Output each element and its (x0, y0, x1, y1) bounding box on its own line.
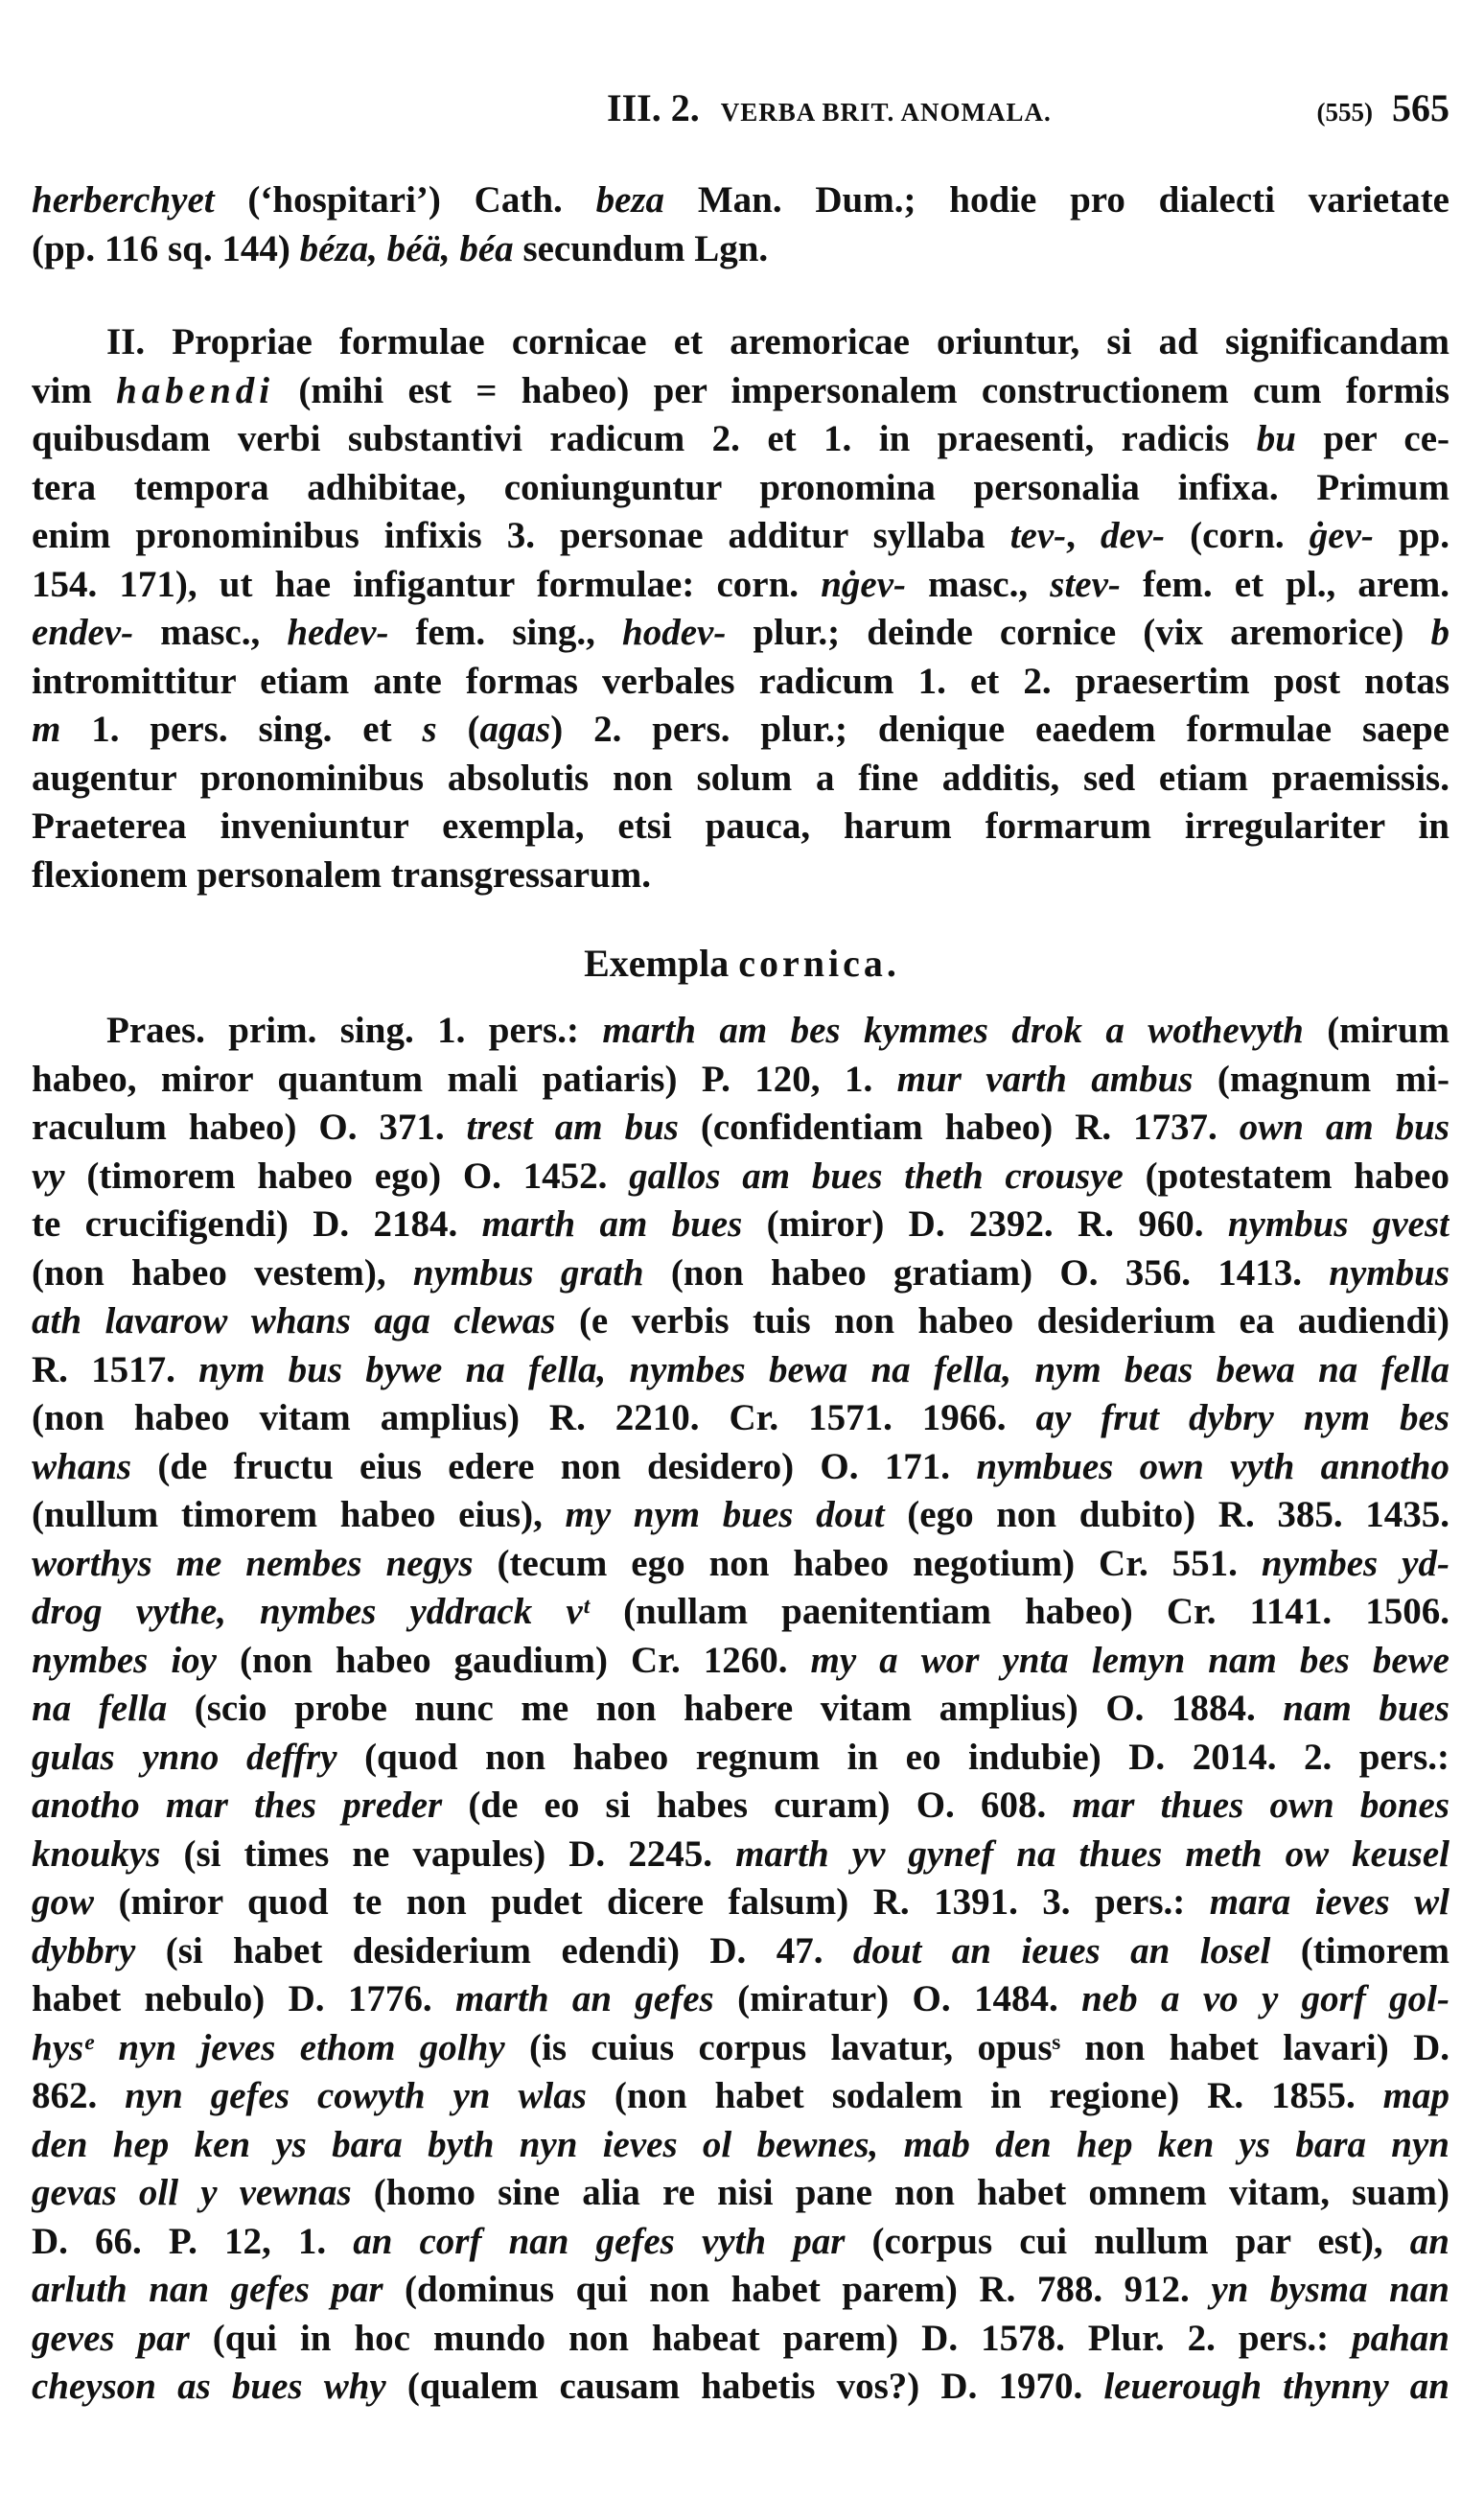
text-run: (pp. 116 sq. 144) (32, 227, 300, 269)
text-run: per ce- (1295, 418, 1449, 459)
text-run: flexionem personalem transgressarum. (32, 853, 651, 896)
italic-citation: marth yv gynef na thues meth ow keusel (735, 1832, 1449, 1875)
text-run: (de eo si habes curam) O. 608. (442, 1785, 1073, 1826)
italic-citation: gulas ynno deffry (32, 1736, 337, 1778)
text-line (32, 2121, 1449, 2170)
text-line (32, 176, 1449, 225)
italic-citation: nymbus grath (412, 1251, 644, 1294)
italic-citation: my nym bues dout (565, 1494, 885, 1535)
italic-citation: hysᵉ nyn jeves ethom golhy (32, 2026, 505, 2068)
text-line (32, 1201, 1449, 1249)
italic-citation: an corf nan gefes vyth par (353, 2220, 846, 2262)
text-run: 154. 171), ut hae infigantur formulae: corn. (32, 563, 822, 605)
text-run: (non habeo vestem), (32, 1251, 413, 1294)
italic-citation: beza (595, 179, 665, 221)
text-run: (miror quod te non pudet dicere falsum) R. 1391. 3. pers.: (94, 1881, 1210, 1923)
italic-citation: gallos am bues theth crousye (629, 1155, 1124, 1197)
text-line (32, 1153, 1449, 1202)
text-run: 862. (32, 2075, 126, 2116)
text-run: quibusdam verbi substantivi radicum 2. et 1. in praesenti, radicis (32, 418, 1257, 459)
text-run: (non habet sodalem in regione) R. 1855. (586, 2075, 1383, 2116)
text-line (32, 2315, 1449, 2364)
italic-citation: nam bues (1283, 1688, 1449, 1729)
text-line (32, 1540, 1449, 1589)
text-run: (confidentiam habeo) R. 1737. (678, 1107, 1240, 1148)
section-number: III. 2. (607, 86, 700, 129)
text-line (32, 1346, 1449, 1395)
text-line (32, 706, 1449, 755)
text-line (32, 2169, 1449, 2218)
text-run: (dominus qui non habet parem) R. 788. 912. (383, 2269, 1212, 2310)
text-run: (si habet desiderium edendi) D. 47. (135, 1929, 853, 1972)
text-run: (corn. (1165, 515, 1310, 556)
italic-citation: ay frut dybry nym bes (1035, 1397, 1449, 1438)
text-run: Praes. prim. sing. 1. pers.: (106, 1010, 603, 1051)
text-run: (qualem causam habetis vos?) D. 1970. (385, 2366, 1104, 2407)
heading-word: Exempla (584, 942, 730, 985)
italic-citation: mar thues own bones (1072, 1785, 1449, 1826)
text-run: (homo sine alia re nisi pane non habet omnem vitam, suam) (351, 2172, 1449, 2213)
page-number: 565 (1392, 86, 1449, 129)
italic-citation: nġev- (821, 563, 906, 605)
text-line (32, 1685, 1449, 1734)
italic-citation: anotho mar thes preder (32, 1785, 443, 1826)
text-run: R. 1517. (32, 1348, 199, 1390)
italic-citation: nymbes ioy (32, 1639, 217, 1681)
text-run: (‘hospitari’) Cath. (214, 179, 596, 221)
text-run: (potestatem habeo (1123, 1155, 1449, 1197)
italic-citation: habendi (116, 369, 275, 411)
italic-citation: dybbry (32, 1929, 136, 1972)
text-line (32, 318, 1449, 367)
italic-citation: agas (479, 709, 551, 750)
text-line (32, 1588, 1449, 1637)
text-run: (scio probe nunc me non habere vitam amplius) O. 1884. (167, 1688, 1284, 1729)
text-run: (nullam paenitentiam habeo) Cr. 1141. 1506. (589, 1591, 1449, 1632)
page-numbers (1317, 84, 1449, 136)
text-line (32, 367, 1449, 416)
text-line (32, 512, 1449, 561)
italic-citation: whans (32, 1445, 132, 1487)
text-line (32, 1297, 1449, 1346)
heading-word-spaced: cornica. (738, 942, 900, 985)
text-run: II. Propriae formulae cornicae et aremoricae oriuntur, si ad significandam (106, 321, 1449, 362)
text-run: , (1066, 515, 1101, 556)
italic-citation: marth am bes kymmes drok a wothevyth (602, 1010, 1304, 1051)
text-line (32, 1831, 1449, 1879)
text-line (32, 2218, 1449, 2267)
italic-citation: hedev- (287, 612, 389, 653)
italic-citation: mur varth ambus (896, 1058, 1194, 1100)
italic-citation: yn bysma nan (1211, 2269, 1449, 2310)
text-line (32, 2363, 1449, 2412)
text-line (32, 1443, 1449, 1492)
italic-citation: m (32, 709, 61, 750)
text-line (32, 1879, 1449, 1927)
italic-citation: ath lavarow whans aga clewas (32, 1300, 556, 1342)
text-run: masc., (906, 563, 1051, 605)
italic-citation: nymbus (1329, 1251, 1449, 1294)
italic-citation: pahan (1352, 2317, 1449, 2359)
original-page-number: (555) (1316, 98, 1373, 127)
text-run: intromittitur etiam ante formas verbales radicum 1. et 2. praesertim post notas (32, 660, 1449, 702)
italic-citation: arluth nan gefes par (32, 2269, 383, 2310)
text-run: raculum habeo) O. 371. (32, 1107, 467, 1148)
text-line (32, 1782, 1449, 1831)
running-header (32, 84, 1449, 132)
text-run: Praeterea inveniuntur exempla, etsi pauca, harum formarum irregulariter in (32, 805, 1449, 847)
text-run: (quod non habeo regnum in eo indubie) D. 2014. 2. pers.: (336, 1736, 1449, 1778)
italic-citation: s (422, 709, 437, 750)
italic-citation: geves par (32, 2317, 190, 2359)
section-heading-exempla (0, 940, 1484, 988)
text-run: (si times ne vapules) D. 2245. (160, 1832, 736, 1875)
italic-citation: béza, béä, béa (299, 227, 514, 269)
text-run: (non habeo gratiam) O. 356. 1413. (643, 1251, 1330, 1294)
text-line (32, 755, 1449, 804)
italic-citation: na fella (32, 1688, 168, 1729)
italic-citation: nyn gefes cowyth yn wlas (125, 2075, 587, 2116)
text-run: (is cuius corpus lavatur, opusˢ non habet lavari) D. (504, 2026, 1449, 2068)
text-run: Man. Dum.; hodie pro dialecti varietate (664, 179, 1449, 221)
text-run: (mihi est = habeo) per impersonalem constructionem cum formis (274, 369, 1449, 411)
text-run: (qui in hoc mundo non habeat parem) D. 1578. Plur. 2. pers.: (189, 2317, 1353, 2359)
text-line (32, 2072, 1449, 2121)
italic-citation: neb a vo y gorf gol- (1081, 1978, 1449, 2019)
text-line (32, 1249, 1449, 1298)
italic-citation: trest am bus (466, 1107, 679, 1148)
text-run: (nullum timorem habeo eius), (32, 1494, 566, 1535)
italic-citation: map (1382, 2075, 1449, 2116)
text-run: (e verbis tuis non habeo desiderium ea audiendi) (555, 1300, 1449, 1342)
text-line (32, 1104, 1449, 1153)
italic-citation: nym bus bywe na fella, nymbes bewa na fella, nym beas bewa na fella (198, 1348, 1449, 1390)
text-run: pp. (1373, 515, 1449, 556)
italic-citation: vy (32, 1155, 65, 1197)
italic-citation: an (1409, 2220, 1449, 2262)
italic-citation: bu (1256, 418, 1296, 459)
paragraph-section-ii (32, 318, 1449, 899)
italic-citation: nymbues own vyth annotho (976, 1445, 1449, 1487)
text-run: secundum Lgn. (513, 227, 769, 269)
text-run: (non habeo gaudium) Cr. 1260. (217, 1639, 811, 1681)
text-line (32, 1056, 1449, 1105)
text-run: (mirum (1303, 1010, 1449, 1051)
italic-citation: leuerough thynny an (1103, 2366, 1449, 2407)
text-line (32, 225, 1449, 274)
text-run: plur.; deinde cornice (vix aremorice) (726, 612, 1431, 653)
text-run: ( (436, 709, 480, 750)
italic-citation: worthys me nembes negys (32, 1542, 474, 1584)
italic-citation: dout an ieues an losel (852, 1929, 1271, 1972)
text-run: 1. pers. sing. et (60, 709, 423, 750)
italic-citation: ġev- (1309, 515, 1374, 556)
text-run: fem. sing., (388, 612, 623, 653)
text-run: (miratur) O. 1484. (713, 1978, 1082, 2019)
text-line (32, 561, 1449, 610)
text-run: te crucifigendi) D. 2184. (32, 1203, 482, 1245)
italic-citation: marth am bues (481, 1203, 743, 1245)
text-run: (tecum ego non habeo negotium) Cr. 551. (473, 1542, 1262, 1584)
examples-paragraph (32, 1007, 1449, 2412)
section-title (607, 84, 1052, 136)
text-run: augentur pronominibus absolutis non solum a fine additis, sed etiam praemissis. (32, 757, 1449, 799)
italic-citation: herberchyet (32, 179, 215, 221)
text-run: vim (32, 369, 117, 411)
text-run: (de fructu eius edere non desidero) O. 171. (131, 1445, 977, 1487)
italic-citation: hodev- (622, 612, 727, 653)
italic-citation: stev- (1050, 563, 1121, 605)
text-run: (timorem habeo ego) O. 1452. (64, 1155, 630, 1197)
text-line (32, 1927, 1449, 1976)
italic-citation: my a wor ynta lemyn nam bes bewe (810, 1639, 1449, 1681)
text-run: (magnum mi- (1193, 1058, 1449, 1100)
italic-citation: gow (32, 1881, 95, 1923)
text-line (32, 1007, 1449, 1056)
italic-citation: marth an gefes (454, 1978, 714, 2019)
text-run: habeo, miror quantum mali patiaris) P. 120, 1. (32, 1058, 897, 1100)
italic-citation: knoukys (32, 1832, 161, 1875)
text-run: (ego non dubito) R. 385. 1435. (884, 1494, 1449, 1535)
text-run: masc., (133, 612, 288, 653)
paragraph-continuation (32, 176, 1449, 273)
italic-citation: own am bus (1239, 1107, 1449, 1148)
text-run: habet nebulo) D. 1776. (32, 1978, 455, 2019)
text-run: enim pronominibus infixis 3. personae additur syllaba (32, 515, 1010, 556)
text-run: tera tempora adhibitae, coniunguntur pronomina personalia infixa. Primum (32, 466, 1449, 508)
text-line (32, 609, 1449, 658)
text-run: (timorem (1270, 1929, 1449, 1972)
text-line (32, 1734, 1449, 1783)
text-run: D. 66. P. 12, 1. (32, 2220, 354, 2262)
text-line (32, 415, 1449, 464)
text-line (32, 658, 1449, 707)
text-line (32, 1491, 1449, 1540)
text-line (32, 464, 1449, 513)
text-run: fem. et pl., arem. (1120, 563, 1449, 605)
italic-citation: dev- (1100, 515, 1166, 556)
text-run: ) 2. pers. plur.; denique eaedem formulae saepe (550, 709, 1449, 750)
text-line (32, 1637, 1449, 1686)
text-line (32, 852, 1449, 900)
italic-citation: drog vythe, nymbes yddrack vᵗ (32, 1591, 590, 1632)
text-run: (miror) D. 2392. R. 960. (742, 1203, 1228, 1245)
italic-citation: b (1430, 612, 1449, 653)
italic-citation: nymbus gvest (1227, 1203, 1449, 1245)
text-line (32, 1975, 1449, 2024)
italic-citation: mara ieves wl (1209, 1881, 1449, 1923)
italic-citation: cheyson as bues why (32, 2366, 386, 2407)
section-heading: VERBA BRIT. ANOMALA. (720, 98, 1052, 127)
text-run: (non habeo vitam amplius) R. 2210. Cr. 1571. 1966. (32, 1397, 1036, 1438)
text-line (32, 803, 1449, 852)
italic-citation: gevas oll y vewnas (32, 2172, 352, 2213)
text-line (32, 1394, 1449, 1443)
italic-citation: nymbes yd- (1261, 1542, 1449, 1584)
italic-citation: tev- (1009, 515, 1067, 556)
text-run: (corpus cui nullum par est), (845, 2220, 1410, 2262)
italic-citation: endev- (32, 612, 134, 653)
text-line (32, 2024, 1449, 2073)
italic-citation: den hep ken ys bara byth nyn ieves ol bewnes, mab den hep ken ys bara nyn (32, 2123, 1449, 2165)
text-line (32, 2266, 1449, 2315)
